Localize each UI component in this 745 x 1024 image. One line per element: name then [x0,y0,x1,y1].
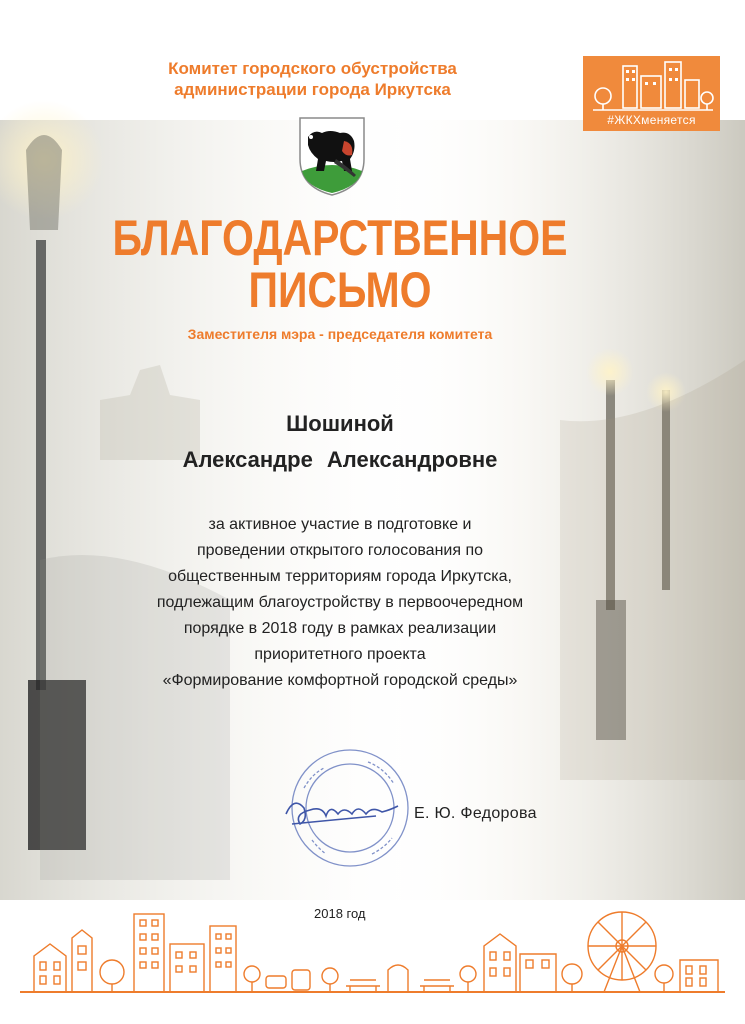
body-line: подлежащим благоустройству в первоочередном [156,594,524,611]
recipient-name [90,406,590,478]
irkutsk-coat-of-arms-icon [296,115,368,197]
zhkkh-badge [583,56,720,131]
body-line: «Формирование комфортной городской среды» [162,672,518,689]
letter-title [110,212,569,316]
city-skyline-footer [0,900,745,1000]
body-line: общественным территориям города Иркутска, [168,568,512,585]
badge-hashtag: #ЖКХменяется [607,113,696,127]
official-stamp-with-signature [272,744,422,872]
body-line: порядке в 2018 году в рамках реализации [183,620,497,637]
letter-year: 2018 год [314,906,366,921]
committee-header [120,58,505,100]
city-skyline-icon [583,56,720,116]
title-line-1: БЛАГОДАРСТВЕННОЕ [112,210,568,266]
body-line: приоритетного проекта [254,646,426,663]
title-line-2: ПИСЬМО [248,262,432,318]
recipient-given-names: Александре Александровне [182,447,498,472]
letter-body [100,512,580,694]
signatory-name: Е. Ю. Федорова [414,805,537,822]
body-line: проведении открытого голосования по [196,542,484,559]
committee-line-2: администрации города Иркутска [174,80,451,99]
body-line: за активное участие в подготовке и [208,516,472,533]
letter-subtitle: Заместителя мэра - председателя комитета [187,326,493,342]
recipient-surname: Шошиной [286,411,394,436]
committee-line-1: Комитет городского обустройства [168,59,457,78]
